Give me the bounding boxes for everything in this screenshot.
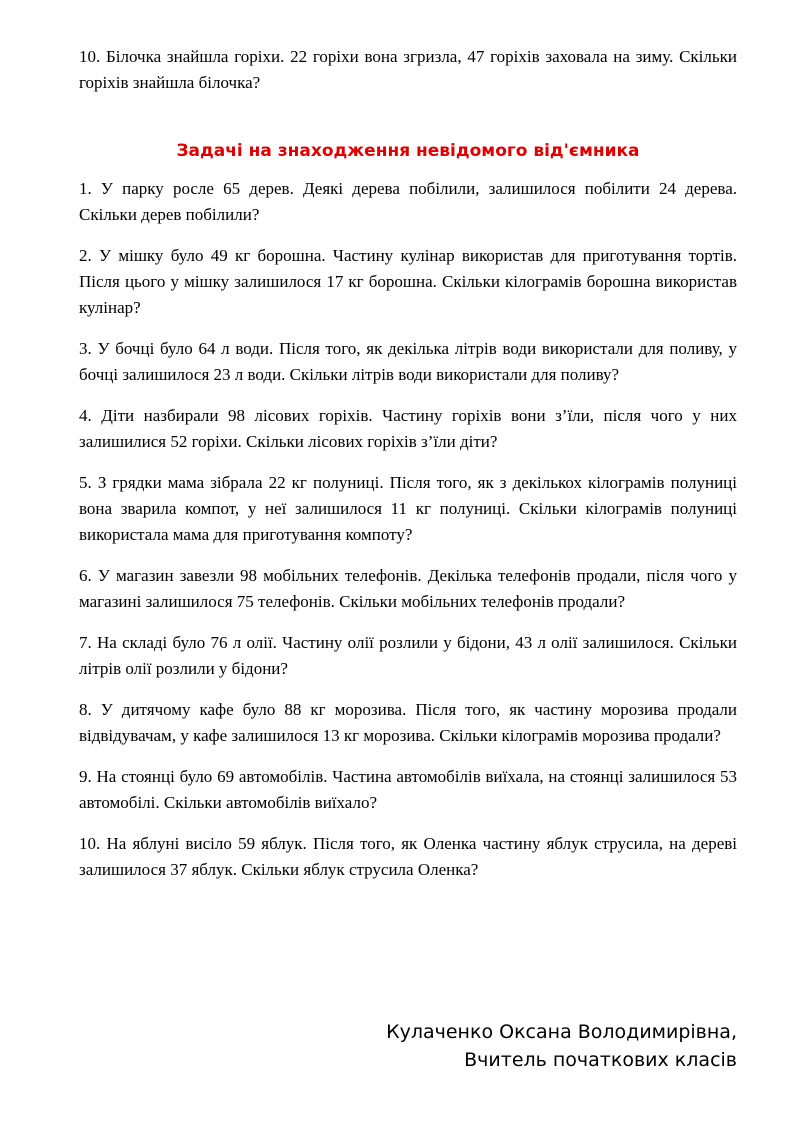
problem-2: 2. У мішку було 49 кг борошна. Частину кулінар використав для приготування тортів. Після цього у мішку залишилося 17 кг борошна. Скільки кілограмів борошна використав кулінар? (79, 246, 737, 317)
author-name: Кулаченко Оксана Володимирівна, (386, 1021, 737, 1043)
problem-list (79, 176, 737, 883)
problem-3: 3. У бочці було 64 л води. Після того, як декілька літрів води використали для поливу, у бочці залишилося 23 л води. Скільки літрів води використали для поливу? (79, 339, 737, 384)
problem-8: 8. У дитячому кафе було 88 кг морозива. Після того, як частину морозива продали відвідувачам, у кафе залишилося 13 кг морозива. Скільки кілограмів морозива продали? (79, 700, 737, 745)
problem-9: 9. На стоянці було 69 автомобілів. Частина автомобілів виїхала, на стоянці залишилося 53 автомобілі. Скільки автомобілів виїхало? (79, 767, 737, 812)
intro-problem: 10. Білочка знайшла горіхи. 22 горіхи вона згризла, 47 горіхів заховала на зиму. Скільки горіхів знайшла білочка? (79, 47, 737, 92)
signature-block (386, 1018, 737, 1074)
document-page (79, 44, 737, 898)
section-title: Задачі на знаходження невідомого від'ємника (176, 141, 640, 161)
author-role: Вчитель початкових класів (464, 1049, 737, 1071)
problem-4: 4. Діти назбирали 98 лісових горіхів. Частину горіхів вони з’їли, після чого у них залишилися 52 горіхи. Скільки лісових горіхів з’їли діти? (79, 406, 737, 451)
problem-10: 10. На яблуні висіло 59 яблук. Після того, як Оленка частину яблук струсила, на дереві залишилося 37 яблук. Скільки яблук струсила Оленка? (79, 834, 737, 879)
problem-1: 1. У парку росле 65 дерев. Деякі дерева побілили, залишилося побілити 24 дерева. Скільки дерев побілили? (79, 179, 737, 224)
problem-7: 7. На складі було 76 л олії. Частину олії розлили у бідони, 43 л олії залишилося. Скільки літрів олії розлили у бідони? (79, 633, 737, 678)
problem-6: 6. У магазин завезли 98 мобільних телефонів. Декілька телефонів продали, після чого у магазині залишилося 75 телефонів. Скільки мобільних телефонів продали? (79, 566, 737, 611)
problem-5: 5. З грядки мама зібрала 22 кг полуниці. Після того, як з декількох кілограмів полуниці вона зварила компот, у неї залишилося 11 кг полуниці. Скільки кілограмів полуниці використала мама для приготування компоту? (79, 473, 737, 544)
